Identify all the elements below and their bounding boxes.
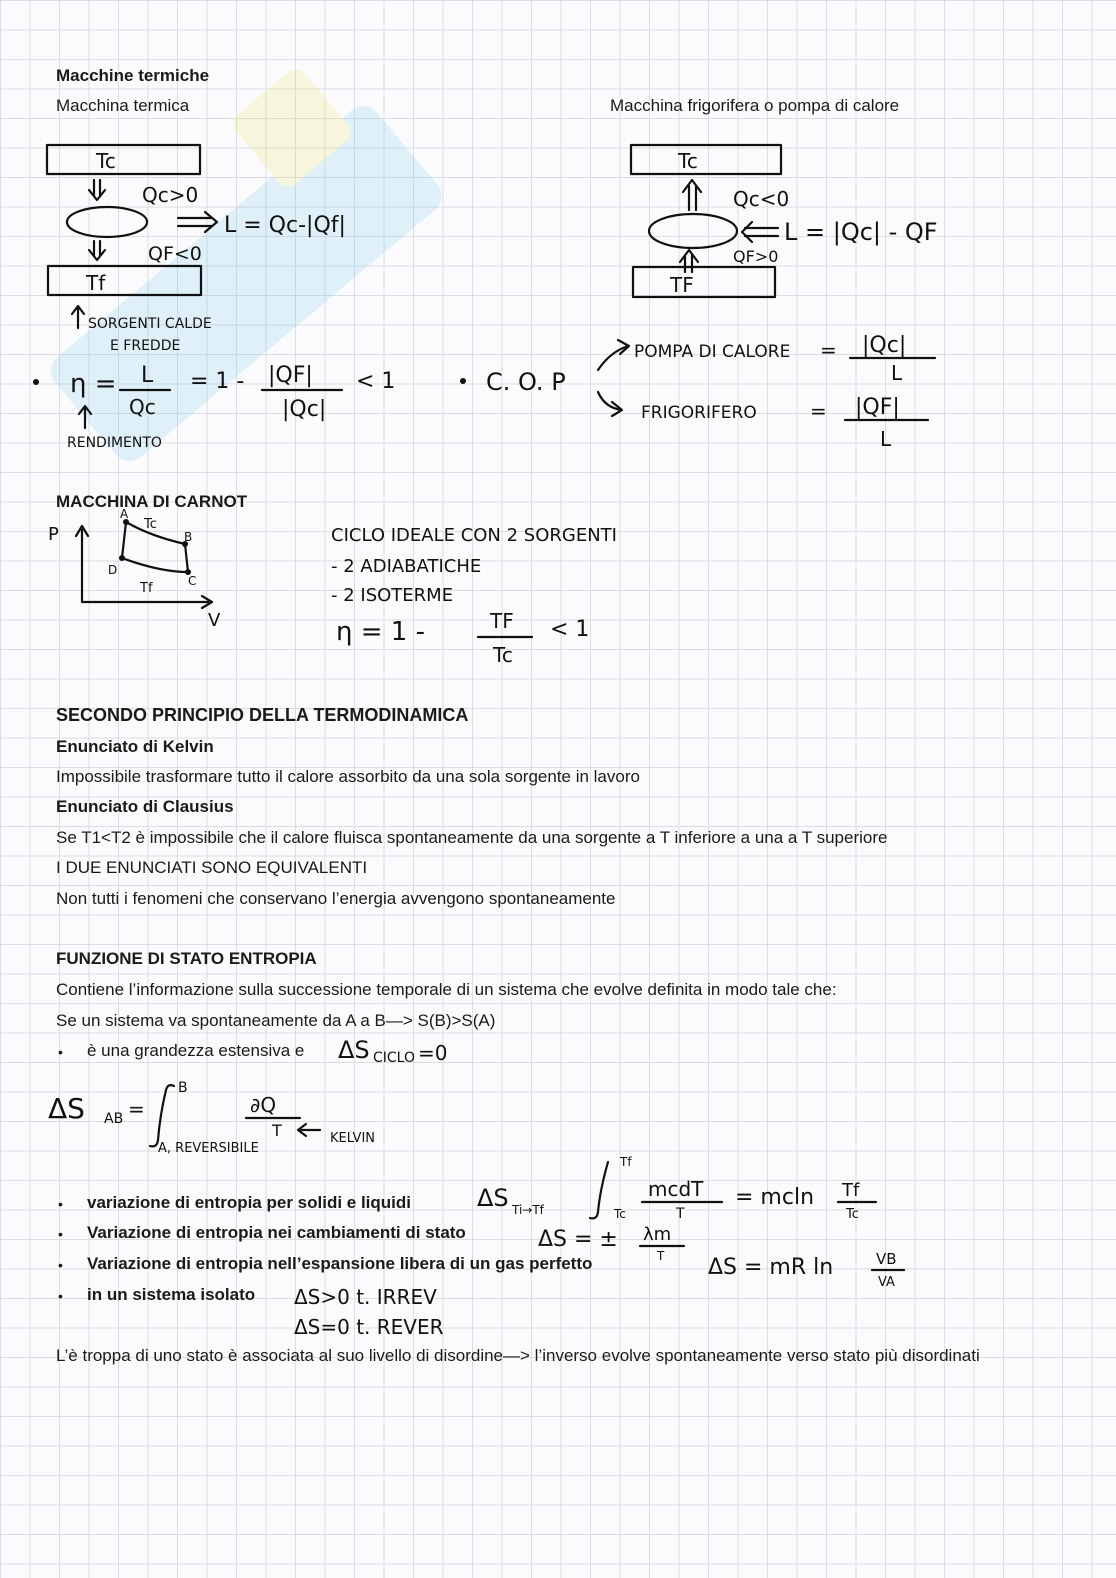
abs-qf: |QF|: [268, 363, 313, 388]
branch-arrow-icon: [598, 340, 629, 370]
cold-source-box: [48, 266, 201, 295]
heading-carnot: MACCHINA DI CARNOT: [56, 492, 248, 511]
integral-sign: [590, 1162, 608, 1218]
down-arrow-icon: [89, 180, 105, 200]
delta-s-solid: ΔS: [477, 1184, 509, 1212]
cop-fridge-den: L: [880, 427, 892, 451]
up-arrow-icon: [683, 180, 701, 210]
spontaneous-statement: Non tutti i fenomeni che conservano l’energia avvengono spontaneamente: [56, 889, 616, 908]
delta-s-gas: ΔS = mR ln: [708, 1255, 834, 1280]
carnot-isothermal: - 2 ISOTERME: [331, 585, 454, 606]
integral-upper: B: [178, 1080, 188, 1096]
eta-denominator: Qc: [129, 395, 156, 419]
cop-pump-den: L: [891, 361, 903, 385]
fridge-ellipse: [649, 214, 737, 248]
heading-machines: Macchine termiche: [56, 66, 210, 85]
carnot-tf: TF: [490, 609, 514, 633]
delta-s-ab: ΔS: [48, 1092, 85, 1125]
mcdt-numerator: mcdT: [648, 1177, 704, 1201]
abs-qc: |Qc|: [282, 397, 327, 422]
point-d: [119, 555, 125, 561]
work-fridge: L = |Qc| - QF: [784, 218, 938, 246]
delta-s-cycle: ΔS: [338, 1036, 370, 1064]
integral-lower: Tc: [614, 1207, 626, 1221]
entropy-list-item: variazione di entropia per solidi e liquidi: [87, 1193, 412, 1212]
entropy-extensive: è una grandezza estensiva e: [87, 1041, 305, 1060]
cop-equals: =: [810, 399, 827, 423]
entropy-list-item: in un sistema isolato: [87, 1285, 256, 1304]
eta-numerator: L: [141, 363, 154, 388]
integral-equals: =: [128, 1097, 145, 1121]
sources-note: SORGENTI CALDE: [88, 316, 212, 332]
engine-ellipse: [67, 207, 147, 237]
clausius-statement: Se T1<T2 è impossibile che il calore fluisca spontaneamente da una sorgente a T inferiore a una a T superiore: [56, 828, 888, 847]
point-c-label: C: [188, 574, 197, 588]
hot-source-label: Tc: [96, 149, 116, 173]
temp-denominator: T: [676, 1206, 685, 1222]
kelvin-note: KELVIN: [330, 1131, 376, 1146]
delta-s-cycle-val: =0: [418, 1041, 448, 1065]
cop-pump-num: |Qc|: [862, 333, 907, 358]
temp-denominator: T: [657, 1249, 665, 1263]
isotherm-tf: Tf: [140, 581, 153, 596]
irreversible-transform: ΔS>0 t. IRREV: [294, 1285, 437, 1309]
integral-sign: [150, 1090, 166, 1146]
bullet: •: [58, 1288, 63, 1304]
heading-kelvin: Enunciato di Kelvin: [56, 737, 214, 756]
bullet: •: [58, 1226, 63, 1242]
hot-source-box: [631, 145, 781, 174]
qf-positive: QF>0: [733, 247, 779, 266]
entropy-definition: Contiene l’informazione sulla successione temporale di un sistema che evolve definita in modo tale che:: [56, 980, 837, 999]
kelvin-statement: Impossibile trasformare tutto il calore assorbito da una sola sorgente in lavoro: [56, 767, 640, 786]
heading-second-principle: SECONDO PRINCIPIO DELLA TERMODINAMICA: [56, 705, 469, 725]
delta-s-ab-sub: AB: [104, 1111, 124, 1127]
ln-numerator: Tf: [842, 1180, 860, 1201]
hot-source-box: [47, 145, 200, 174]
final-statement: L’è troppa di uno stato è associata al suo livello di disordine—> l’inverso evolve spontaneamente verso stato più disordinati: [56, 1346, 980, 1365]
right-arrow-icon: [178, 212, 217, 232]
entropy-spontaneous: Se un sistema va spontaneamente da A a B—> S(B)>S(A): [56, 1011, 496, 1030]
left-arrow-icon: [298, 1124, 320, 1136]
point-a-label: A: [120, 507, 129, 521]
entropy-list-item: Variazione di entropia nei cambiamenti di stato: [87, 1223, 466, 1242]
delta-s-state: ΔS = ±: [538, 1227, 618, 1252]
carnot-tc: Tc: [493, 643, 513, 667]
qf-negative: QF<0: [148, 243, 202, 265]
carnot-lt1: < 1: [550, 617, 590, 642]
cold-source-label: TF: [670, 273, 694, 297]
label-fridge-machine: Macchina frigorifera o pompa di calore: [610, 96, 900, 115]
reversible-transform: ΔS=0 t. REVER: [294, 1315, 444, 1339]
delta-s-cycle-sub: CICLO: [373, 1050, 415, 1066]
axis-v-label: V: [208, 610, 221, 631]
cold-source-box: [633, 267, 775, 297]
carnot-cycle-desc: CICLO IDEALE CON 2 SORGENTI: [331, 525, 617, 546]
eta-symbol: η =: [70, 369, 117, 399]
vb-numerator: VB: [876, 1250, 897, 1268]
mcln-term: = mcln: [735, 1185, 815, 1210]
carnot-adiabatic: - 2 ADIABATICHE: [331, 556, 482, 577]
down-arrow-icon: [89, 241, 105, 260]
label-thermal-machine: Macchina termica: [56, 96, 190, 115]
eta-equals: = 1 -: [190, 369, 245, 394]
delta-s-solid-sub: Ti→Tf: [512, 1203, 544, 1217]
point-d-label: D: [108, 563, 118, 577]
branch-arrow-icon: [598, 392, 622, 416]
cold-source-label: Tf: [86, 271, 106, 295]
lambda-m: λm: [643, 1224, 672, 1245]
dq-numerator: ∂Q: [250, 1093, 277, 1117]
bullet: •: [58, 1196, 63, 1212]
bullet-dot: [460, 378, 466, 384]
integral-upper: Tf: [620, 1155, 632, 1169]
sources-note: E FREDDE: [110, 338, 181, 354]
ln-denominator: Tc: [846, 1207, 859, 1222]
bullet: •: [58, 1044, 63, 1060]
less-than-one: < 1: [356, 369, 396, 394]
equivalence-statement: I DUE ENUNCIATI SONO EQUIVALENTI: [56, 858, 368, 877]
isotherm-tc: Tc: [144, 517, 157, 532]
cop-label: C. O. P: [486, 368, 566, 396]
carnot-eta: η = 1 -: [336, 617, 425, 647]
va-denominator: VA: [878, 1275, 895, 1290]
entropy-list-item: Variazione di entropia nell’espansione libera di un gas perfetto: [87, 1254, 593, 1273]
axis-p-label: P: [48, 524, 59, 545]
bullet: •: [58, 1257, 63, 1273]
bullet-dot: [33, 379, 39, 385]
qc-negative: Qc<0: [733, 187, 790, 211]
up-arrow-icon: [72, 306, 84, 328]
efficiency-label: RENDIMENTO: [67, 435, 162, 451]
integral-sign: [166, 1085, 174, 1090]
heading-clausius: Enunciato di Clausius: [56, 797, 234, 816]
cop-fridge-num: |QF|: [855, 395, 900, 420]
temp-denominator: T: [272, 1121, 282, 1140]
left-arrow-icon: [742, 222, 778, 242]
work-engine: L = Qc-|Qf|: [224, 213, 346, 238]
integral-lower: A, REVERSIBILE: [158, 1141, 259, 1156]
up-arrow-icon: [79, 406, 91, 428]
qc-positive: Qc>0: [142, 183, 199, 207]
fridge-label: FRIGORIFERO: [641, 403, 757, 423]
point-b-label: B: [184, 530, 193, 544]
heat-pump-label: POMPA DI CALORE: [634, 342, 791, 362]
heading-entropy: FUNZIONE DI STATO ENTROPIA: [56, 949, 317, 968]
hot-source-label: Tc: [678, 149, 698, 173]
cop-equals: =: [820, 338, 837, 362]
up-arrow-icon: [680, 250, 698, 272]
